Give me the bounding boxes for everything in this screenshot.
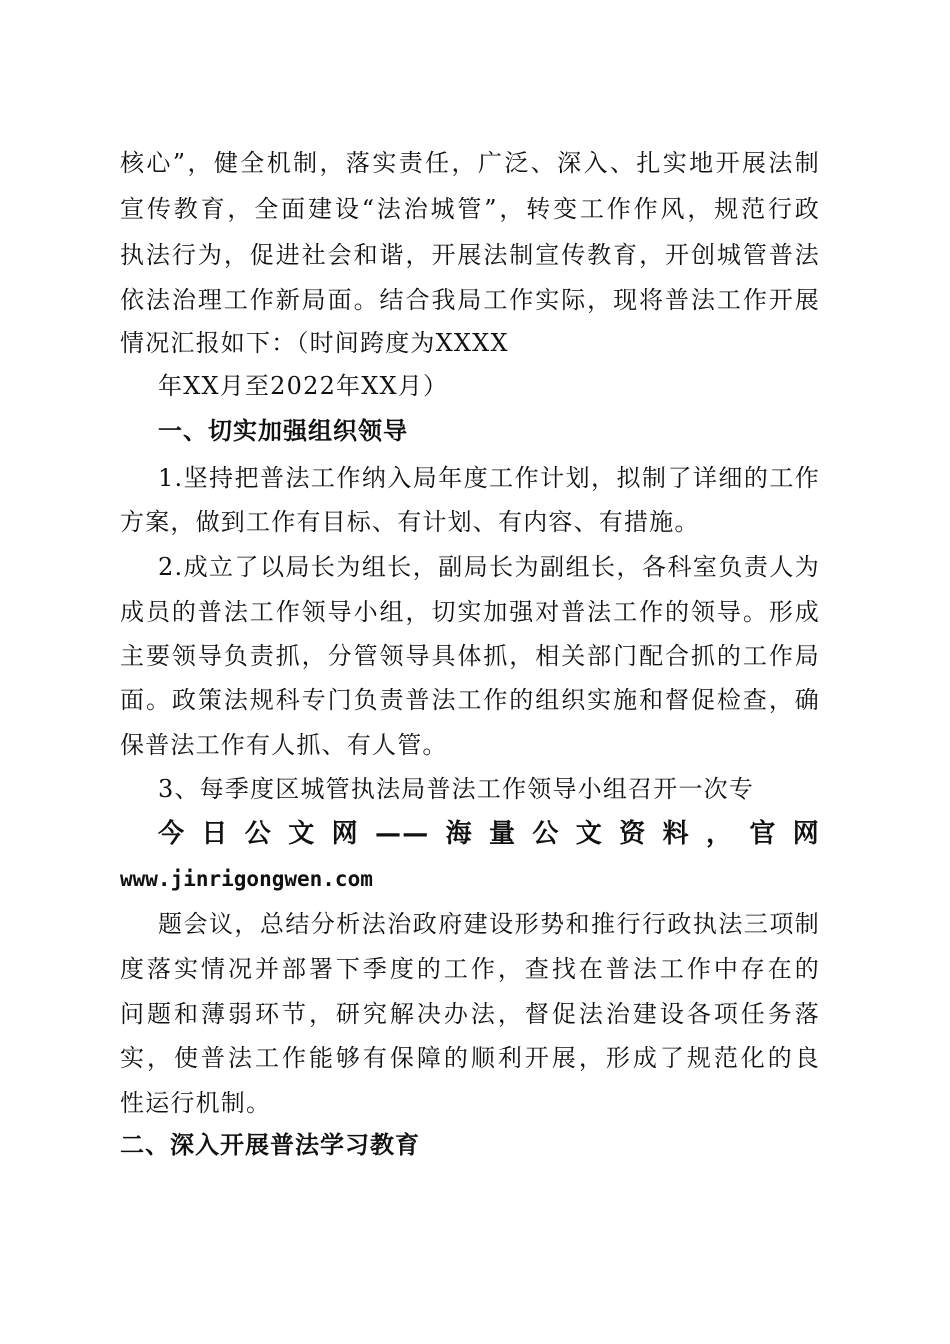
paragraph-line: 问题和薄弱环节，研究解决办法，督促法治建设各项任务落 xyxy=(120,1000,820,1028)
paragraph-line: 宣传教育，全面建设“法治城管”，转变工作作风，规范行政 xyxy=(120,195,820,223)
paragraph-line: 执法行为，促进社会和谐，开展法制宣传教育，开创城管普法 xyxy=(120,241,820,269)
paragraph-line: 核心”，健全机制，落实责任，广泛、深入、扎实地开展法制 xyxy=(120,149,820,177)
paragraph-line: 依法治理工作新局面。结合我局工作实际，现将普法工作开展 xyxy=(120,286,820,314)
watermark-banner: 今日公文网——海量公文资料，官网 xyxy=(158,819,820,849)
paragraph-line: 年XX月至2022年XX月） xyxy=(158,372,449,400)
section-heading-1: 一、切实加强组织领导 xyxy=(158,417,408,445)
list-item-line: 主要领导负责抓，分管领导具体抓，相关部门配合抓的工作局 xyxy=(120,642,820,670)
paragraph-line: 题会议，总结分析法治政府建设形势和推行行政执法三项制 xyxy=(158,910,820,938)
list-item-line: 成员的普法工作领导小组，切实加强对普法工作的领导。形成 xyxy=(120,598,820,626)
list-item-line: 1.坚持把普法工作纳入局年度工作计划，拟制了详细的工作 xyxy=(158,464,820,492)
paragraph-line: 性运行机制。 xyxy=(120,1089,272,1117)
list-item-line: 方案，做到工作有目标、有计划、有内容、有措施。 xyxy=(120,508,700,536)
banner-url: www.jinrigongwen.com xyxy=(120,867,373,891)
paragraph-line: 度落实情况并部署下季度的工作，查找在普法工作中存在的 xyxy=(120,955,820,983)
list-item-line: 3、每季度区城管执法局普法工作领导小组召开一次专 xyxy=(158,775,755,803)
list-item-line: 2.成立了以局长为组长，副局长为副组长，各科室负责人为 xyxy=(158,553,820,581)
paragraph-line: 情况汇报如下：（时间跨度为XXXX xyxy=(120,329,509,357)
list-item-line: 面。政策法规科专门负责普法工作的组织实施和督促检查，确 xyxy=(120,686,820,714)
section-heading-2: 二、深入开展普法学习教育 xyxy=(120,1131,420,1159)
list-item-line: 保普法工作有人抓、有人管。 xyxy=(120,731,448,759)
paragraph-line: 实，使普法工作能够有保障的顺利开展，形成了规范化的良 xyxy=(120,1044,820,1072)
